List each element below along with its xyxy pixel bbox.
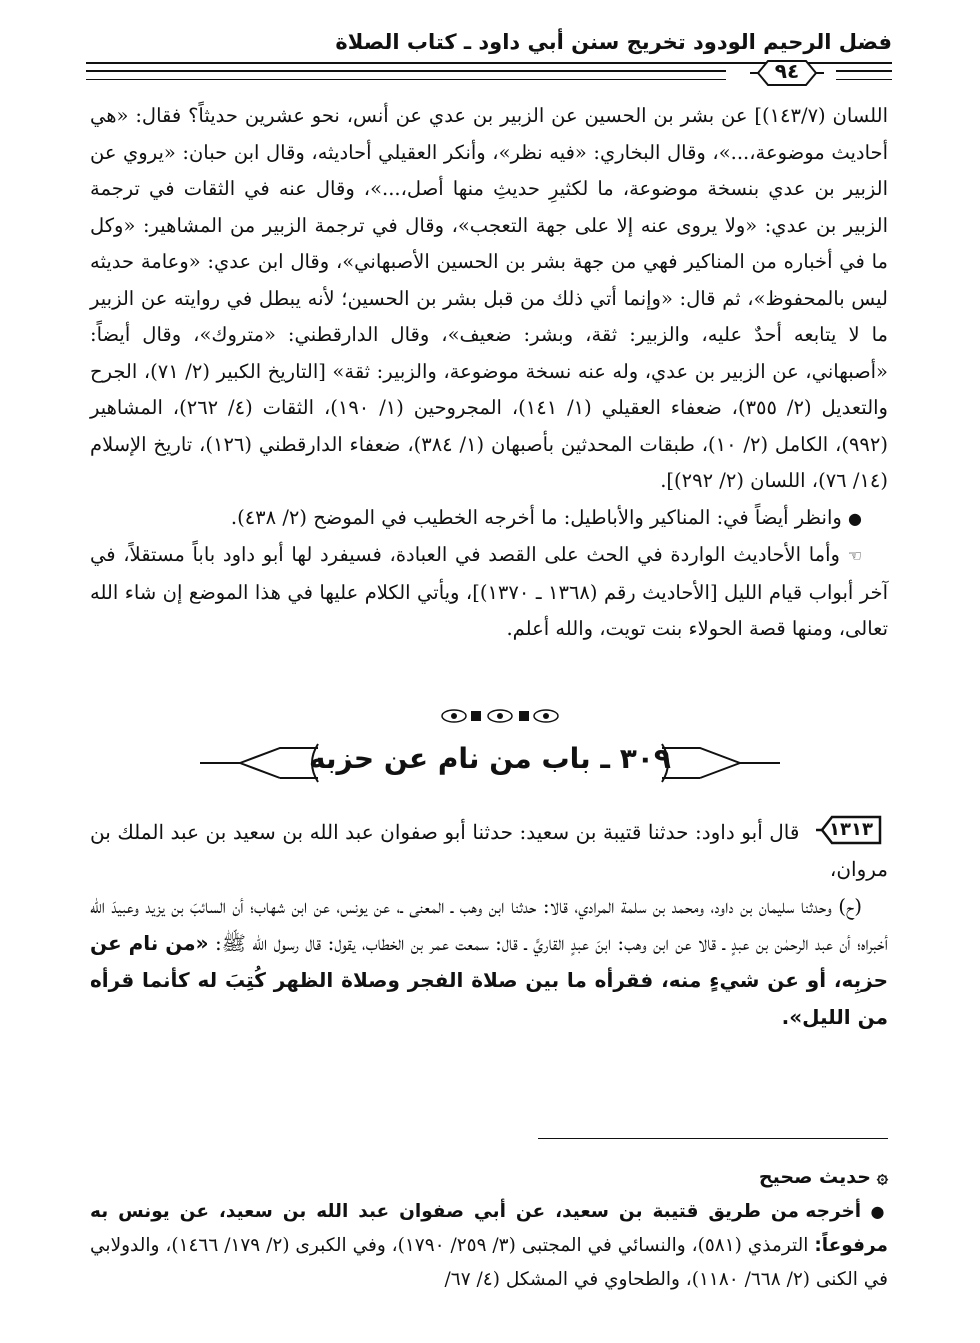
header-double-rule-left xyxy=(86,70,726,80)
note-paragraph xyxy=(90,537,888,648)
grade-ornament-icon: ۞ xyxy=(876,1166,888,1188)
grade-text: حديث صحيح xyxy=(758,1166,871,1188)
page-number-frame xyxy=(748,58,826,88)
hadith-chain-text-2: (ح) وحدثنا سليمان بن داود، ومحمد بن سلمة المرادي، قالا: حدثنا ابن وهب ـ المعنى ـ، عن يونس، عن ابن شهاب؛ أن السائبَ بن يزيد وعبيدَ الله أخبراه؛ أن عبد الرحمٰن بن عبدٍ ـ قالا عن ابن وهب: ابنَ عبدٍ القاريَّ ـ قال: سمعت عمر بن الخطاب، يقول: قال رسول الله ﷺ: xyxy=(90,894,888,955)
hadith-number-badge xyxy=(814,814,888,846)
header-double-rule-right xyxy=(836,70,892,80)
commentary-section xyxy=(90,98,888,648)
running-title: فضل الرحيم الودود تخريج سنن أبي داود ـ كتاب الصلاة xyxy=(335,30,892,54)
chapter-title: ٣٠٩ ـ باب من نام عن حزبه xyxy=(308,742,671,775)
ornament-divider-icon xyxy=(440,708,560,724)
bullet-icon: ● xyxy=(870,1202,888,1221)
hadith-chain-2 xyxy=(90,888,888,1036)
chapter-heading xyxy=(100,736,880,790)
pointing-hand-icon: ☜ xyxy=(847,546,862,565)
source-text: الترمذي (٥٨١)، والنسائي في المجتبى (٣/ ٢٥٩/ ١٧٩٠)، وفي الكبرى (٢/ ١٧٩/ ١٤٦٦)، والدولابي في الكنى (٢/ ٦٦٨/ ١١٨٠)، والطحاوي في المشكل (٤/ ٦٧/ xyxy=(90,1235,888,1290)
footnote-separator xyxy=(538,1138,888,1139)
hadith-grade xyxy=(90,1160,888,1195)
footnotes-section xyxy=(90,1160,888,1297)
see-also-text: وانظر أيضاً في: المناكير والأباطيل: ما أخرجه الخطيب في الموضح (٢/ ٤٣٨). xyxy=(230,505,842,529)
commentary-paragraph: اللسان (١٤٣/٧)] عن بشر بن الحسين عن الزبير بن عدي عن أنس، نحو عشرين حديثاً؟ فقال: «هي أحاديث موضوعة،...»، وقال البخاري: «فيه نظر»، وأنكر العقيلي أحاديثه، وقال ابن حبان: «يروي عن الزبير بن عدي بنسخة موضوعة، ما لكثيرِ حديثِ منها أصل،...»، وقال عنه في الثقات في ترجمة الزبير بن عدي: «ولا يروى عنه إلا على جهة التعجب»، وقال في ترجمة الزبير من المشاهير: «وكل ما في أخباره من المناكير فهي من جهة بشر بن الحسين الأصبهاني»، وقال ابن عدي: «وعامة حديثه ليس بالمحفوظ»، ثم قال: «وإنما أتي ذلك من قبل بشر بن الحسين؛ لأنه يبطل في روايته عن الزبير ما لا يتابعه أحدٌ عليه، والزبير: ثقة، وبشر: ضعيف»، وقال الدارقطني: «متروك»، وقال أيضاً: «أصبهاني، عن الزبير بن عدي، وله عنه نسخة موضوعة، والزبير: ثقة» [التاريخ الكبير (٢/ ٧١)، الجرح والتعديل (٢/ ٣٥٥)، ضعفاء العقيلي (١/ ١٤١)، المجروحين (١/ ١٩٠)، الثقات (٤/ ٢٦٢)، المشاهير (٩٩٢)، الكامل (٢/ ١٠)، طبقات المحدثين بأصبهان (١/ ٣٨٤)، ضعفاء الدارقطني (١٢٦)، تاريخ الإسلام (١٤/ ٧٦)، اللسان (٢/ ٢٩٢)]. xyxy=(90,104,888,492)
source-heading: أخرجه من طريق قتيبة بن سعيد، عن أبي صفوان عبد الله بن سعيد، عن يونس به مرفوعاً: xyxy=(90,1201,888,1256)
source-paragraph xyxy=(90,1195,888,1297)
prophetic-text: «من نام عن حزبِه، أو عن شيءٍ منه، فقرأه ما بين صلاة الفجر وصلاة الظهر كُتِبَ له كأنما قرأه من الليل». xyxy=(90,931,888,1029)
hadith-chain-text-1: قال أبو داود: حدثنا قتيبة بن سعيد: حدثنا أبو صفوان عبد الله بن سعيد بن عبد الملك بن مروان، xyxy=(90,820,888,881)
bullet-icon: ● xyxy=(848,508,862,528)
page-number: ٩٤ xyxy=(774,59,800,83)
hadith-chain-1 xyxy=(90,814,888,888)
hadith-section xyxy=(90,814,888,1036)
hadith-number: ١٣١٣ xyxy=(829,819,873,840)
note-text: وأما الأحاديث الواردة في الحث على القصد في العبادة، فسيفرد لها أبو داود باباً مستقلاً، في آخر أبواب قيام الليل [الأحاديث رقم (١٣٦٨ ـ ١٣٧٠)]، ويأتي الكلام عليها في هذا الموضع إن شاء الله تعالى، ومنها قصة الحولاء بنت تويت، والله أعلم. xyxy=(90,543,888,640)
see-also-paragraph xyxy=(90,500,888,538)
running-header xyxy=(86,28,892,98)
